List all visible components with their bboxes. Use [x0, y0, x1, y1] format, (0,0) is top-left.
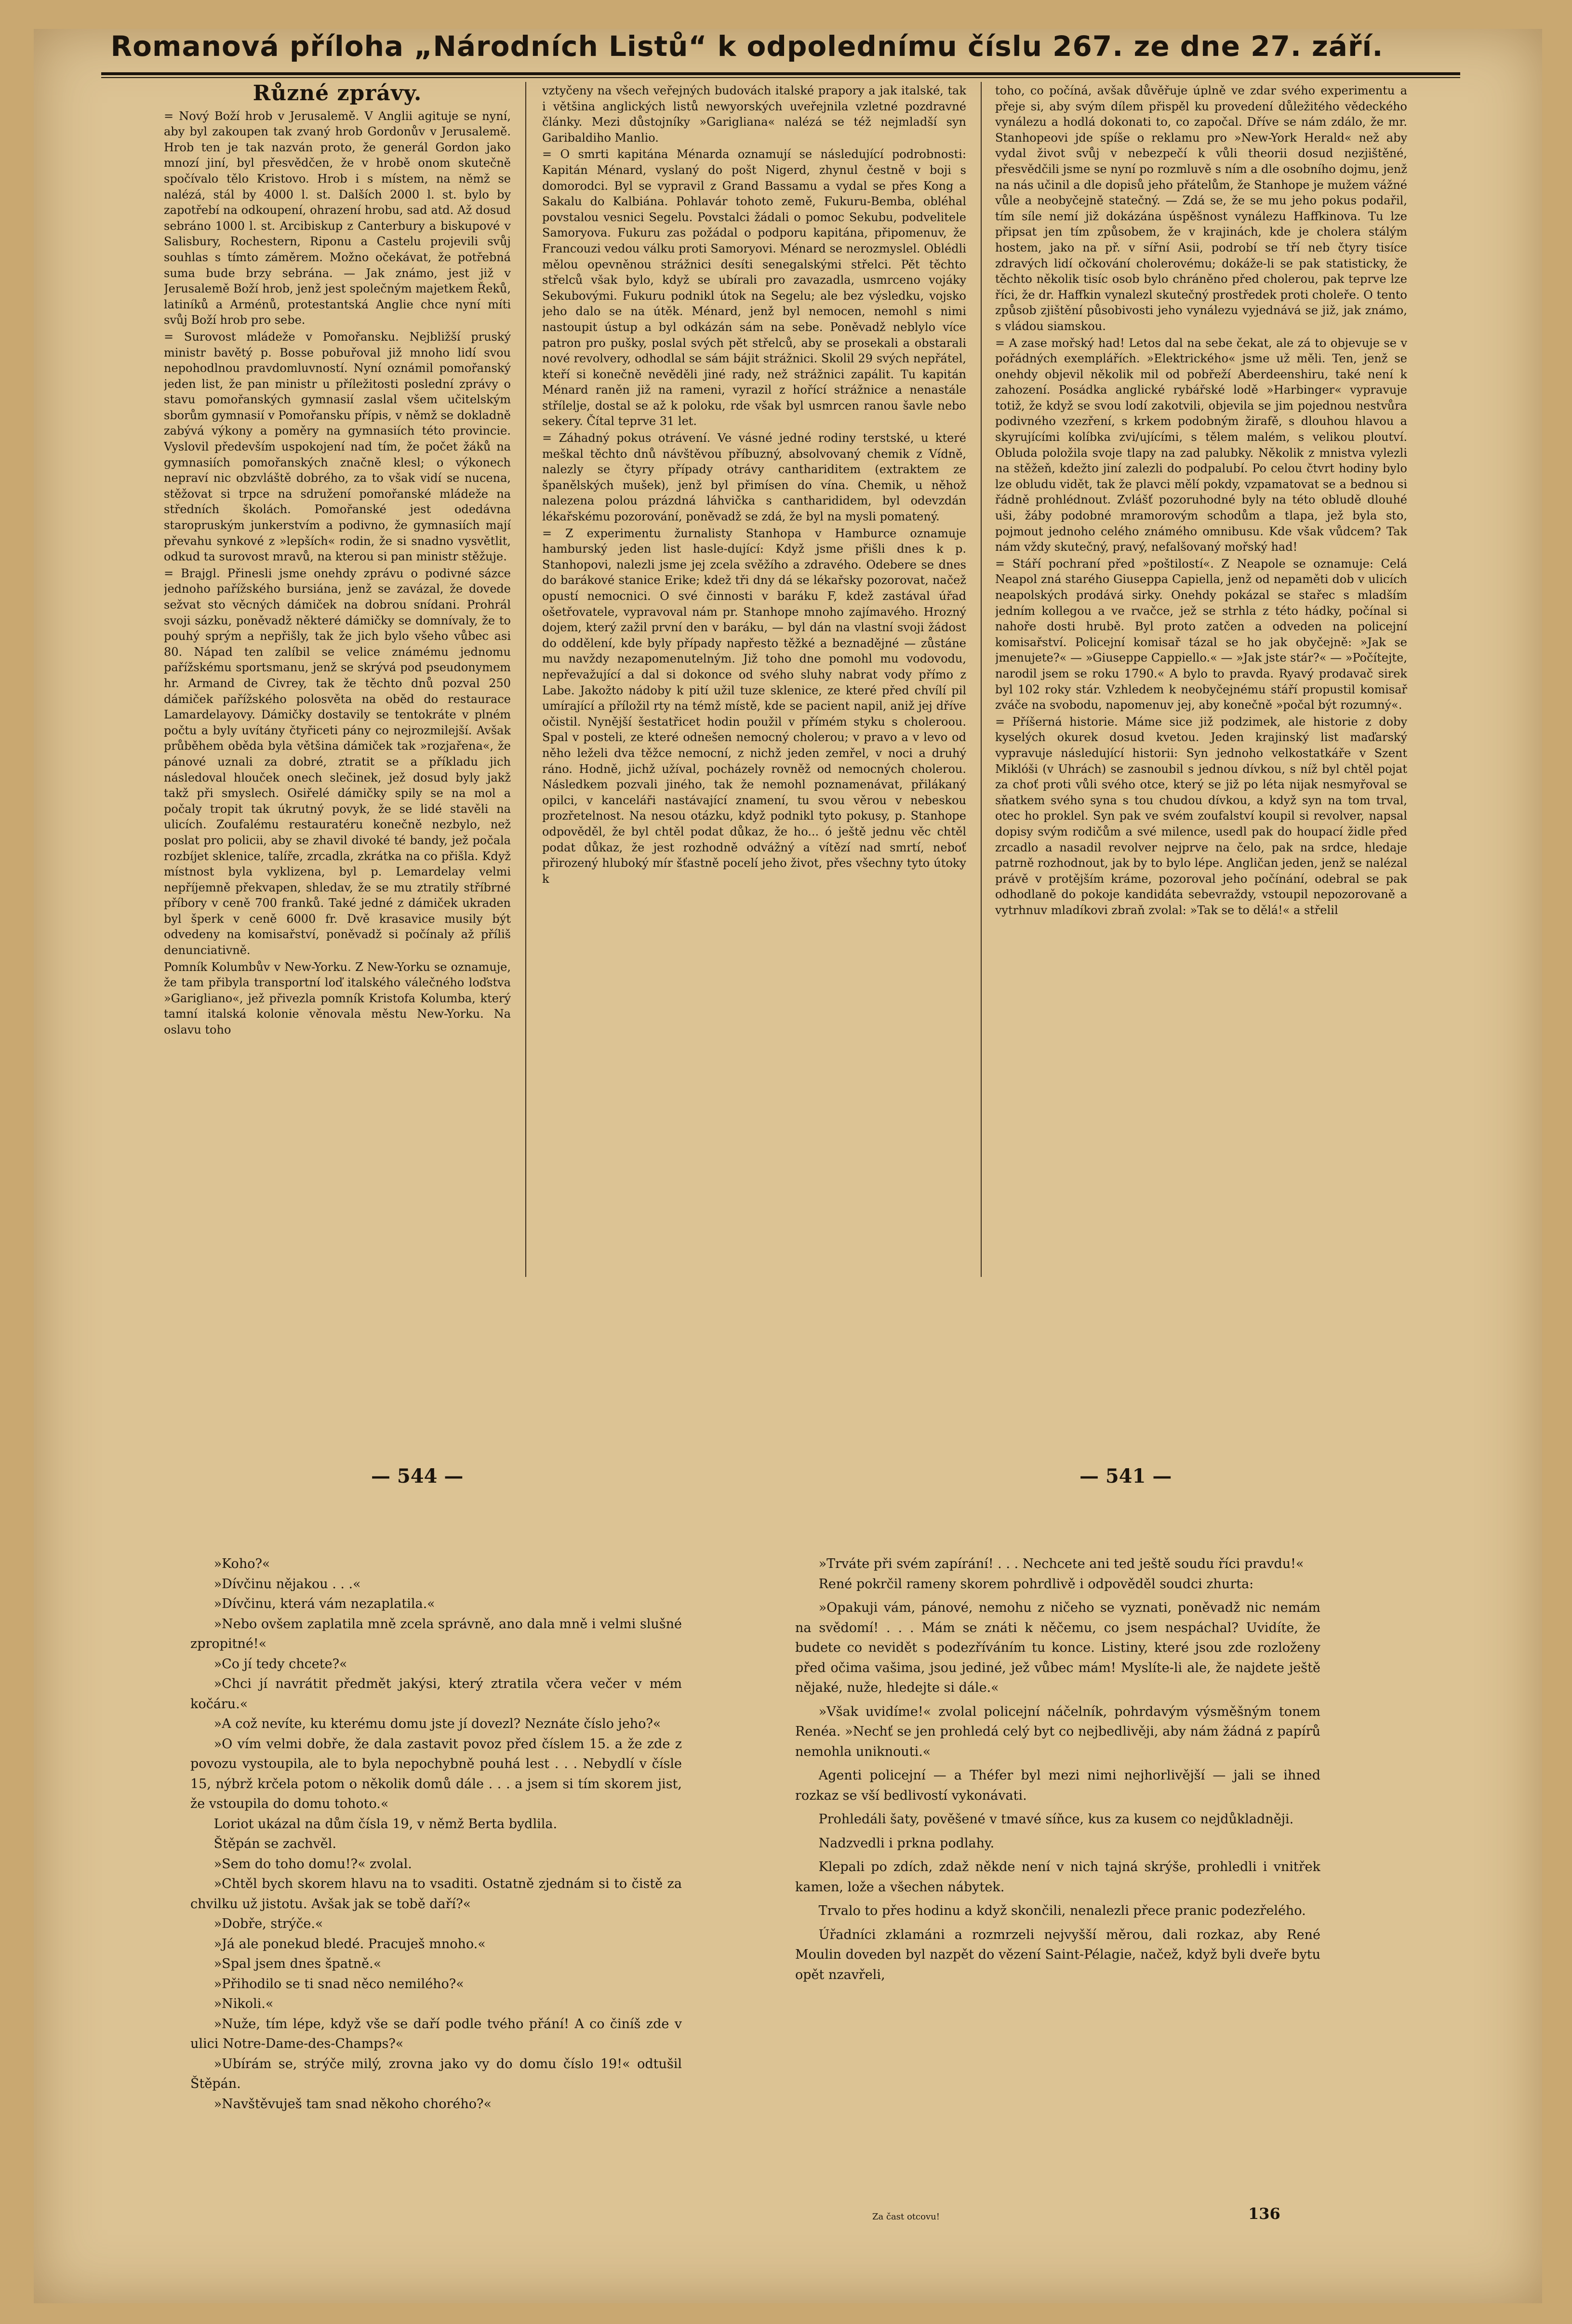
news-column-2	[542, 82, 966, 1287]
novel-paragraph: »Nebo ovšem zaplatila mně zcela správně, ano dala mně i velmi slušné zpropitné!«	[190, 1616, 682, 1651]
news-column-3	[995, 82, 1407, 1287]
novel-paragraph: Štěpán se zachvěl.	[213, 1836, 336, 1851]
novel-paragraph: »Však uvidíme!« zvolal policejní náčelník, pohrdavým výsměšným tonem Renéa. »Nechť se jen prohledá celý byt co nejbedlivěji, aby nám žádná z papírů nemohla uniknouti.«	[795, 1704, 1320, 1759]
novel-text-left	[190, 1554, 682, 2238]
news-item: = Z experimentu žurnalisty Stanhopa v Hamburce oznamuje hamburský jeden list hasle-dující: Když jsme přišli dnes k p. Stanhopovi, nalezli jsme jej zcela svěžího a zdravého. Odebere se dnes do barákové stanice Erike; kdež tři dny dá se lékařsky pozorovat, načež opustí nemocnici. O své činnosti v baráku F, kdež zastával úřad ošetřovatele, vypravoval nám pr. Stanhope mnoho zajímavého. Hrozný dojem, který zažil první den v baráku, — byl dán na vlastní svoji žádost do oddělení, kde byly případy napřesto těžké a beznadějné — zůstáne mu navždy nezapomenutelným. Již toho dne pomohl mu vodovodu, nepřevažující a dal si dokonce od svého sluhy nabrat vody přímo z Labe. Jakožto nádoby k pití užil tuze sklenice, ze které před chvílí pil umírající a příložil rty na témž místě, kde se pacient napil, aniž jej dříve očistil. Nynější šestatřicet hodin použil v přímém styku s choleroou. Spal v posteli, ze které odnešen nemocný cholerou; v pravo a v levo od něho leželi dva těžce nemocní, z nichž jeden zemřel, v noci a druhý ráno. Hodně, jichž užíval, pocházely rovněž od nemocných cholerou. Následkem pozvali jiného, tak že nemohl poznamenávat, přilákaný opilci, v kanceláři nastávající znamení, tu svou věrou v nebeskou prozřetelnost. Na nesou otázku, když podnikl tyto pokusy, p. Stanhope odpověděl, že byl chtěl podat důkaz, že ho... ó ještě jednu věc chtěl podat důkaz, že jest rozhodně odvážný a vítězí nad smrtí, neboť přirozený hluboký mír šťastně pocelí jeho život, přes všechny tyto útoky k	[542, 526, 966, 886]
novel-paragraph: Nadzvedli i prkna podlahy.	[818, 1835, 995, 1851]
news-column-1	[164, 82, 511, 1287]
novel-paragraph: »Nikoli.«	[213, 1996, 274, 2011]
news-item: = Nový Boží hrob v Jerusalemě. V Anglii agituje se nyní, aby byl zakoupen tak zvaný hrob Gordonův v Jerusalemě. Hrob ten je tak nazván proto, že generál Gordon jako mnozí jiní, byl přesvědčen, že v hrobě onom skutečně spočívalo tělo Kristovo. Hrob i s místem, na němž se nalézá, stál by 4000 l. st. Dalších 2000 l. st. bylo by zapotřebí na odkoupení, ohrazení hrobu, sad atd. Až dosud sebráno 1000 l. st. Arcibiskup z Canterbury a biskupové v Salisbury, Rochestern, Riponu a Castelu projevili svůj souhlas s tímto záměrem. Možno očekávat, že potřebná suma bude brzy sebrána. — Jak známo, jest již v Jerusalemě Boží hrob, jenž jest společným majetkem Řeků, latiníků a Arménů, protestantská Anglie chce nyní míti svůj Boží hrob pro sebe.	[164, 109, 511, 327]
page-banner: Romanová příloha „Národních Listů“ k odpolednímu číslu 267. ze dne 27. září.	[110, 30, 1384, 63]
novel-paragraph: »Nuže, tím lépe, když vše se daří podle tvého přání! A co činíš zde v ulici Notre-Dame-des-Champs?«	[190, 2016, 682, 2051]
novel-paragraph: »Koho?«	[213, 1556, 270, 1571]
news-item: = A zase mořský had! Letos dal na sebe čekat, ale zá to objevuje se v pořádných exemplářích. »Elektrického« jsme už měli. Ten, jenž se onehdy objevil několik mil od pobřeží Aberdeenshiru, také není k zahození. Posádka anglické rybářské lodě »Harbinger« vypravuje totiž, že když se svou lodí zakotvili, objevila se jim pojednou nestvůra podivného vzezření, s krkem podobným žirafě, s dlouhou hlavou a skyrujícími kolíbka zvi/ujícími, s tělem malém, s velikou ploutví. Obluda položila svoje tlapy na zad palubky. Několik z mnistva vylezli na stěžeň, kdežto jiní zalezli do podpalubí. Po celou čtvrt hodiny bylo lze obludu vidět, tak že plavci mělí pokdy, vzpamatovat se a bednou si řádně prohlédnout. Zvlášť pozoruhodné byly na této obludě dlouhé uši, žáby podobné mramorovým schodům a tlapa, jež byla sto, pojmout jednoho celého známého omnibusu. Kde však vůdcem? Tak nám vždy skutečný, pravý, nefalšovaný mořský had!	[995, 336, 1407, 554]
novel-paragraph: Loriot ukázal na dům čísla 19, v němž Berta bydlila.	[213, 1816, 558, 1832]
column-divider	[981, 82, 982, 1277]
novel-paragraph: »Sem do toho domu!?« zvolal.	[213, 1856, 412, 1872]
news-item: = Záhadný pokus otrávení. Ve vásné jedné rodiny terstské, u které meškal těchto dnů návštěvou příbuzný, absolvovaný chemik z Vídně, nalezly se čtyry případy otrávy canthariditem (extraktem ze španělských mušek), jenž byl přimísen do vína. Chemik, u něhož nalezena polou prázdná láhvička s cantharididem, byl odevzdán lékařskému pozorování, poněvadž se zdá, že byl na mysli pomatený.	[542, 431, 966, 524]
novel-paragraph: »Chtěl bych skorem hlavu na to vsaditi. Ostatně zjednám si to čistě za chvilku už jistotu. Avšak jak se tobě daří?«	[190, 1876, 682, 1912]
novel-paragraph: »Ubírám se, strýče milý, zrovna jako vy do domu číslo 19!« odtušil Štěpán.	[190, 2056, 682, 2091]
novel-paragraph: »Přihodilo se ti snad něco nemilého?«	[213, 1976, 464, 1992]
novel-paragraph: »Navštěvuješ tam snad někoho chorého?«	[213, 2096, 492, 2112]
banner-rule	[101, 72, 1460, 75]
novel-paragraph: »Dívčinu nějakou . . .«	[213, 1576, 361, 1592]
news-item: = Brajgl. Přinesli jsme onehdy zprávu o podivné sázce jednoho pařížského bursiána, jenž se zavázal, že dovede sežvat sto věcných dámiček na dobrou snídani. Prohrál svoji sázku, poněvadž některé dámičky se domnívaly, že to pouhý sprým a nepřišly, tak že jich bylo všeho vůbec asi 80. Nápad ten zalíbil se velice známému jednomu pařížskému sportsmanu, jenž se skrývá pod pseudonymem hr. Armand de Civrey, tak že těchto dnů pozval 250 dámiček pařížského polosvěta na oběd do restaurace Lamardelayovy. Dámičky dostavily se tentokráte v plném počtu a byly uvítány čtyřiceti pány co nejrozmilejší. Avšak průběhem oběda byla většina dámiček tak »rozjařena«, že pánové uznali za dobré, ztratit se a příkladu jich následoval hlouček onech slečinek, jež dosud byly jakž takž při smyslech. Osiřelé dámičky spily se na mol a počaly tropit tak úkrutný povyk, že se lidé stavěli na ulicích. Zoufalému restauratéru konečně nezbylo, než poslat pro policii, aby se zhavil divoké té bandy, jež počala rozbíjet sklenice, talíře, zrcadla, zkrátka na co přišla. Když místnost byla vyklizena, byl p. Lemardelay velmi nepříjemně překvapen, shledav, že se mu ztratily stříbrné příbory v ceně 700 franků. Také jedné z dámiček ukraden byl šperk v ceně 6000 fr. Dvě krasavice musily být odvedeny na komisařství, poněvadž si počínaly až příliš denunciativně.	[164, 566, 511, 957]
novel-paragraph: Agenti policejní — a Théfer byl mezi nimi nejhorlivější — jali se ihned rozkaz se vší bedlivostí vykonávati.	[795, 1768, 1320, 1803]
novel-paragraph: Prohledáli šaty, pověšené v tmavé síňce, kus za kusem co nejdůkladněji.	[818, 1812, 1294, 1827]
novel-paragraph: »Opakuji vám, pánové, nemohu z ničeho se vyznati, poněvadž nic nemám na svědomí! . . . Mám se znáti k něčemu, co jsem nespáchal? Uvidíte, že budete co nevidět s podezříváním tu konce. Listiny, které jsou zde rozloženy před očima vašima, jsou jediné, jež vůbec mám! Myslíte-li ale, že najdete ještě nějaké, nuže, hledejte si dále.«	[795, 1600, 1320, 1695]
novel-paragraph: »O vím velmi dobře, že dala zastavit povoz před číslem 15. a že zde z povozu vystoupila, ale to byla nepochybně pouhá lest . . . Nebydlí v čísle 15, nýbrž krčela potom o několik domů dále . . . a jsem si tím skorem jist, že vstoupila do domu tohoto.«	[190, 1736, 682, 1811]
novel-paragraph: »A což nevíte, ku kterému domu jste jí dovezl? Neznáte číslo jeho?«	[213, 1716, 661, 1731]
column-divider	[525, 82, 526, 1277]
novel-paragraph: »Co jí tedy chcete?«	[213, 1656, 347, 1672]
folio-number: 136	[1248, 2204, 1280, 2223]
page-number-left: — 544 —	[371, 1465, 464, 1487]
novel-paragraph: »Chci jí navrátit předmět jakýsi, který ztratila včera večer v mém kočáru.«	[190, 1676, 682, 1712]
news-item: = O smrti kapitána Ménarda oznamují se následující podrobnosti: Kapitán Ménard, vyslaný do pošt Nigerd, zhynul čestně v boji s domorodci. Byl se vypravil z Grand Bassamu a vydal se přes Kong a Sakalu do Kalbiána. Pohlavár tohoto země, Fukuru-Bemba, obléhal povstalou vesnici Segelu. Povstalci žádali o pomoc Sekubu, podvelitele Samoryova. Fukuru zas požádal o podporu kapitána, připomenuv, že Francouzi vedou válku proti Samoryovi. Ménard se nerozmyslel. Oblédli mělou opevněnou strážnici desíti senegalskými střelci. Pět těchto střelců však bylo, když se ubírali pro zavazadla, usmrceno vojáky Sekubovými. Fukuru podnikl útok na Segelu; ale bez výsledku, vojsko jeho dalo se na útěk. Ménard, jenž byl nemocen, nemohl s nimi nastoupit ústup a byl odkázán sám na sebe. Poněvadž neblylo více patron pro pušky, poslal svých pět střelců, aby se prosekali a obstarali nové revolvery, odhodlal se sám bájit strážnici. Skolil 29 svých nepřátel, kteří si konečně nevěděli jiné rady, než strážnici zapálit. Tu kapitán Ménard raněn již na rameni, vyrazil z hořící strážnice a nenastále střílelje, dostal se až k poloku, rde však byl usmrcen ranou šavle nebo sekery. Čítal teprve 31 let.	[542, 147, 966, 428]
news-item: vztyčeny na všech veřejných budovách italské prapory a jak italské, tak i většina anglických listů newyorských uveřejnila vzletné pozdravné články. Mezi důstojníky »Garigliana« nalézá se též nejmladší syn Garibaldiho Manlio.	[542, 84, 966, 145]
novel-paragraph: »Já ale ponekud bledé. Pracuješ mnoho.«	[213, 1936, 486, 1952]
novel-paragraph: Klepali po zdích, zdaž někde není v nich tajná skrýše, prohledli i vnitřek kamen, lože a všechen nábytek.	[795, 1859, 1320, 1895]
news-item: Pomník Kolumbův v New-Yorku. Z New-Yorku se oznamuje, že tam přibyla transportní loď italského válečného loďstva »Garigliano«, jež přivezla pomník Kristofa Kolumba, který tamní italská kolonie věnovala městu New-Yorku. Na oslavu toho	[164, 960, 511, 1037]
novel-paragraph: René pokrčil rameny skorem pohrdlivě i odpověděl soudci zhurta:	[818, 1576, 1254, 1592]
section-title: Různé zprávy.	[253, 82, 422, 106]
novel-paragraph: »Dívčinu, která vám nezaplatila.«	[213, 1596, 435, 1611]
news-item: = Příšerná historie. Máme sice již podzimek, ale historie z doby kyselých okurek dosud kvetou. Jeden krajinský list maďarský vypravuje následující historii: Syn jednoho velkostatkáře v Szent Miklóši (v Uhrách) se zasnoubil s jednou dívkou, s níž byl chtěl pojat za choť proti vůli svého otce, který se již po léta nijak nesmyřoval se sňatkem svého syna s tou chudou dívkou, a když syn na tom trval, otec ho proklel. Syn pak ve svém zoufalství koupil si revolver, napsal dopisy svým rodičům a své milence, usedl pak do houpací židle před zrcadlo a nasadil revolver nejprve na čelo, pak na srdce, hledaje patrně rozhodnout, jak by to bylo lépe. Angličan jeden, jenž se nalézal právě v protějším kráme, pozoroval jeho počínání, odebral se pak odhodlaně do pokoje kandidáta sebevraždy, vstoupil nepozorovaně a vytrhnuv mladíkovi zbraň zvolal: »Tak se to dělá!« a střelil	[995, 715, 1407, 917]
novel-paragraph: »Spal jsem dnes špatně.«	[213, 1956, 382, 1971]
novel-text-right	[795, 1554, 1320, 2238]
novel-paragraph: Trvalo to přes hodinu a když skončili, nenalezli přece pranic podezřelého.	[818, 1903, 1306, 1918]
novel-paragraph: »Dobře, strýče.«	[213, 1916, 323, 1931]
signature-mark: Za čast otcovu!	[872, 2212, 940, 2222]
novel-paragraph: »Trváte při svém zapírání! . . . Nechcete ani ted ještě soudu říci pravdu!«	[818, 1556, 1304, 1571]
news-item: = Stáří pochraní před »poštilostí«. Z Neapole se oznamuje: Celá Neapol zná starého Giuseppa Capiella, jenž od nepaměti dob v ulicích neapolských prodává sirky. Onehdy pokázal se stařec s mladším jedním kollegou a ve rvačce, jež se strhla z této hádky, počínal si nahoře dosti hrubě. Byl proto zatčen a odveden na policejní komisařství. Policejní komisař tázal se ho jak obyčejně: »Jak se jmenujete?« — »Giuseppe Cappiello.« — »Jak jste stár?« — »Počítejte, narodil jsem se roku 1790.« A bylo to pravda. Ryavý prodavač sirek byl 102 roky stár. Vzhledem k neobyčejnému stáří propustil komisař zváče na svobodu, napomenuv jej, aby konečně »počal být rozumný«.	[995, 557, 1407, 712]
news-item: = Surovost mládeže v Pomořansku. Nejbližší pruský ministr bavětý p. Bosse pobuřoval již mnoho lidí svou nepohodlnou pravdomluvností. Nyní oznámil pomořanský jeden list, že pan ministr u příležitosti poslední zprávy o stavu pomořanských gymnasií zaslal všem učitelským sborům gymnasií v Pomořansku přípis, v němž se dokladně zabývá výkony a poměry na gymnasiích této provincie. Vyslovil především uspokojení nad tím, že počet žáků na gymnasiích pomořanských značně klesl; o výkonech nepraví nic obzvláště dobrého, za to však vidí se nucena, stěžovat si trpce na sdružení pomořanské mládeže na středních školách. Pomořanské jest odedávna staropruským junkerstvím a podivno, že gymnasiích mají převahu synkové z »lepších« rodin, že si snadno vysvětlit, odkud ta surovost mravů, na kterou si pan ministr stěžuje.	[164, 330, 511, 564]
banner-rule-thin	[101, 77, 1460, 78]
novel-paragraph: Úřadníci zklamáni a rozmrzeli nejvyšší měrou, dali rozkaz, aby René Moulin doveden byl nazpět do vězení Saint-Pélagie, načež, když byli dveře bytu opět nzavřeli,	[795, 1927, 1320, 1982]
page-number-right: — 541 —	[1079, 1465, 1172, 1487]
news-item: toho, co počíná, avšak důvěřuje úplně ve zdar svého experimentu a přeje si, aby svým dílem přispěl ku provedení důležitého vědeckého vynálezu a hodlá dokonati to, co započal. Dříve se nám zdálo, že mr. Stanhopeovi jde spíše o reklamu pro »New-York Herald« než aby vydal život svůj v nebezpečí k vůli theorii dosud nezjištěné, přesvědčili jsme se nyní po rozmluvě s ním a dle osobního dojmu, jenž na nás učinil a dle dopisů jeho přátelům, že Stanhope je mužem vážné vůle a neobyčejně statečný. — Zdá se, že se mu jeho pokus podařil, tím síle nemí již dokázána úspěšnost vynálezu Haffkinova. Tu lze připsat jen tím způsobem, že v krajinách, kde je cholera stálým hostem, jako na př. v sířní Asii, podrobí se tří neb čtyry tisíce zdravých lidí očkování cholerovému; dokáže-li se pak statisticky, že těchto několik tisíc osob bylo chráněno před cholerou, pak teprve lze říci, že dr. Haffkin vynalezl skutečný prostředek proti choleře. O tento způsob zjištění působivosti jeho vynálezu vyjednává se již, jak známo, s vládou siamskou.	[995, 84, 1407, 333]
